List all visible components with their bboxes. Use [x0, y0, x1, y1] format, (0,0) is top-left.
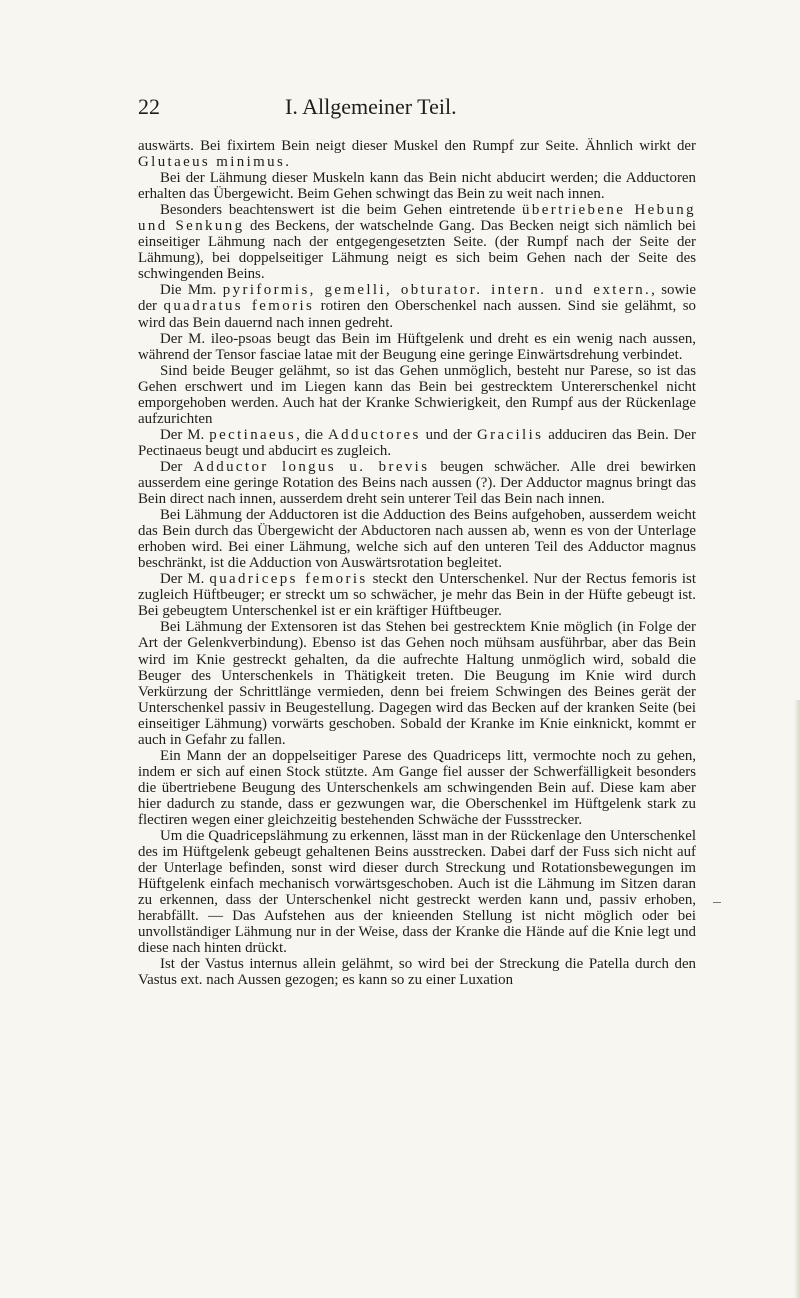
- text-run: Bei Lähmung der Extensoren ist das Stehen bei gestrecktem Knie möglich (in Folge der Art der Gelenkverbindung). Ebenso ist das Gehen noch mühsam ausführbar, aber das Bein wird im Knie gestreckt gehalten, da die aufrechte Haltung unmöglich wird, sobald die Beuger des Unterschenkels in Thätigkeit treten. Die Beugung im Knie wird durch Verkürzung der Schrittlänge vermieden, denn bei freiem Schwingen des Beines gerät der Unterschenkel passiv in Beugestellung. Dagegen wird das Becken auf der kranken Seite (bei einseitiger Lähmung) vorwärts geschoben. Sobald der Kranke im Knie einknickt, kommt er auch in Gefahr zu fallen.: [138, 619, 696, 748]
- paragraph: [138, 427, 696, 459]
- body-text: [138, 138, 696, 988]
- paragraph: [138, 619, 696, 747]
- text-run: Der: [160, 458, 194, 475]
- spaced-emphasis: pectinaeus: [209, 426, 297, 443]
- text-run: Bei der Lähmung dieser Muskeln kann das Bein nicht abducirt werden; die Adductoren erhalten das Übergewicht. Beim Gehen schwingt das Bein zu weit nach innen.: [138, 170, 696, 203]
- text-run: .: [285, 154, 289, 171]
- text-run: Um die Quadricepslähmung zu erkennen, lässt man in der Rückenlage den Unterschenkel des im Hüftgelenk gebeugt gehaltenen Beins ausstrecken. Dabei darf der Fuss sich nicht auf der Unterlage befinden, sonst wird dieser durch Streckung und Rotationsbewegungen im Hüftgelenk einfach mechanisch vorwärtsgeschoben. Auch ist die Lähmung im Sitzen daran zu erkennen, dass der Unterschenkel nicht gestreckt werden kann und, passiv erhoben, herabfällt. — Das Aufstehen aus der knieenden Stellung ist nicht möglich oder bei unvollständiger Lähmung nur in der Weise, dass der Kranke die Hände auf die Knie legt und diese nach hinten drückt.: [138, 828, 696, 957]
- paragraph: [138, 282, 696, 330]
- text-run: , die: [296, 426, 328, 443]
- text-run: Bei Lähmung der Adductoren ist die Adduction des Beins aufgehoben, ausserdem weicht das Bein durch das Übergewicht der Abductoren nach aussen ab, wenn es von der Unterlage erhoben wird. Bei einer Lähmung, welche sich auf den unteren Teil des Adductor magnus beschränkt, ist die Adduction von Auswärtsrotation begleitet.: [138, 507, 696, 572]
- spaced-emphasis: Gracilis: [476, 426, 544, 443]
- paragraph: [138, 828, 696, 956]
- text-run: auswärts. Bei fixirtem Bein neigt dieser Muskel den Rumpf zur Seite. Ähnlich wirkt der: [138, 138, 696, 154]
- text-run: Die Mm.: [160, 282, 223, 299]
- spaced-emphasis: quadriceps femoris: [209, 571, 368, 588]
- paragraph: [138, 170, 696, 202]
- text-run: Besonders beachtenswert ist die beim Gehen eintretende: [160, 202, 523, 219]
- spaced-emphasis: übertriebene Hebung und Senkung: [138, 202, 696, 235]
- page-edge: [794, 700, 800, 1298]
- text-run: Ein Mann der an doppelseitiger Parese des Quadriceps litt, vermochte noch zu gehen, indem er sich auf einen Stock stützte. Am Gange fiel ausser der Schwerfälligkeit besonders die übertriebene Beugung des Unterschenkels am schwingenden Bein auf. Diese kam aber hier dadurch zu stande, dass er gezwungen war, die Oberschenkel im Hüftgelenk stark zu flectiren wegen einer gleichzeitig bestehenden Schwäche der Fussstrecker.: [138, 747, 696, 828]
- text-run: Sind beide Beuger gelähmt, so ist das Gehen unmöglich, besteht nur Parese, so ist das Gehen erschwert und im Liegen kann das Bein bei gestrecktem Untererschenkel nicht emporgehoben werden. Auch hat der Kranke Schwierigkeit, den Rumpf aus der Rückenlage aufzurichten: [138, 362, 696, 427]
- spaced-emphasis: pyriformis, gemelli, obturator. intern. und extern.: [222, 282, 652, 299]
- page-header: [138, 94, 698, 124]
- paragraph: [138, 507, 696, 571]
- running-head: I. Allgemeiner Teil.: [285, 94, 457, 119]
- spaced-emphasis: Glutaeus minimus: [138, 154, 286, 171]
- text-run: Der M. ileo-psoas beugt das Bein im Hüftgelenk und dreht es ein wenig nach aussen, während der Tensor fasciae latae mit der Beugung eine geringe Einwärtsdrehung verbindet.: [138, 330, 696, 363]
- margin-mark: [713, 902, 721, 903]
- text-run: , sowie der: [138, 282, 696, 315]
- paragraph: [138, 956, 696, 988]
- paragraph: [138, 363, 696, 427]
- paragraph: [138, 571, 696, 619]
- spaced-emphasis: Adductores: [328, 426, 421, 443]
- text-run: Der M.: [160, 571, 210, 588]
- spaced-emphasis: Adductor longus u. brevis: [193, 458, 430, 475]
- text-run: adduciren das Bein. Der Pectinaeus beugt und abducirt es zugleich.: [138, 426, 696, 459]
- text-run: Der M.: [160, 426, 210, 443]
- text-run: steckt den Unterschenkel. Nur der Rectus femoris ist zugleich Hüftbeuger; er streckt um so schwächer, je mehr das Bein in der Hüfte gebeugt ist. Bei gebeugtem Unterschenkel ist er ein kräftiger Hüftbeuger.: [138, 571, 696, 620]
- text-run: und der: [420, 426, 477, 443]
- paragraph: [138, 748, 696, 828]
- paragraph: [138, 331, 696, 363]
- paragraph: [138, 459, 696, 507]
- spaced-emphasis: quadratus femoris: [163, 298, 315, 315]
- paragraph: [138, 138, 696, 170]
- text-run: Ist der Vastus internus allein gelähmt, so wird bei der Streckung die Patella durch den Vastus ext. nach Aussen gezogen; es kann so zu einer Luxation: [138, 956, 696, 989]
- text-run: des Beckens, der watschelnde Gang. Das Becken neigt sich nämlich bei einseitiger Lähmung nach der entgegengesetzten Seite. (der Rumpf nach der Seite der Lähmung), bei doppelseitiger Lähmung neigt es sich beim Gehen nach der Seite des schwingenden Beins.: [138, 218, 696, 283]
- paragraph: [138, 202, 696, 282]
- page-number: 22: [138, 94, 160, 119]
- text-run: beugen schwächer. Alle drei bewirken ausserdem eine geringe Rotation des Beins nach aussen (?). Der Adductor magnus bringt das Bein direct nach innen, ausserdem dreht sein unterer Teil das Bein nach innen.: [138, 458, 696, 508]
- text-run: rotiren den Oberschenkel nach aussen. Sind sie gelähmt, so wird das Bein dauernd nach innen gedreht.: [138, 298, 696, 331]
